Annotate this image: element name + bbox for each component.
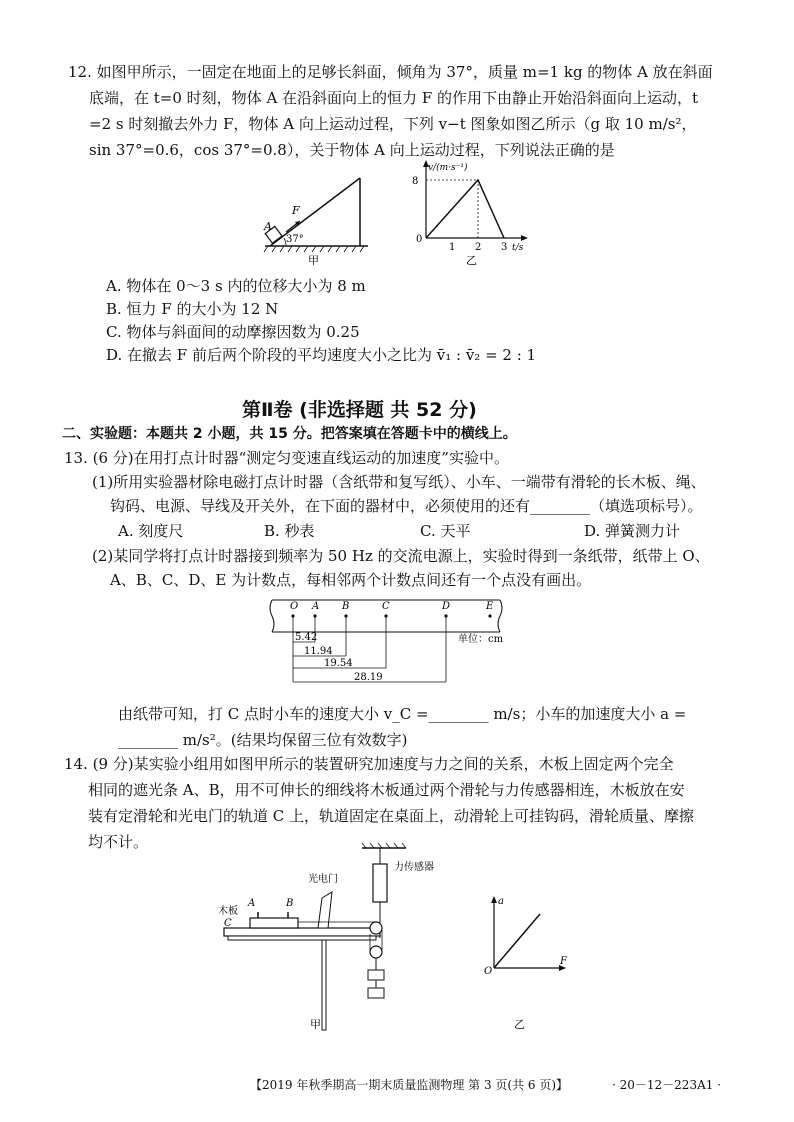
track-c	[224, 928, 380, 936]
incline-slope	[270, 178, 360, 246]
tape-label-b: B	[342, 601, 350, 612]
q13-choice-c: C. 天平	[420, 522, 471, 540]
vt-ytick: 8	[412, 176, 419, 187]
q12-line-3: =2 s 时刻撤去外力 F，物体 A 向上运动过程，下列 v−t 图象如图乙所示（g 取 10 m/s²，	[89, 115, 697, 133]
wooden-board	[250, 918, 298, 928]
q12-line-1: 12. 如图甲所示，一固定在地面上的足够长斜面，倾角为 37°，质量 m=1 kg 的物体 A 放在斜面	[68, 63, 713, 81]
hook-weight-1	[368, 970, 384, 980]
q13-answer-line-1: 由纸带可知，打 C 点时小车的速度大小 v_C =________ m/s；小车的加速度大小 a =	[118, 705, 687, 723]
photogate	[318, 892, 332, 928]
incline-figure	[250, 168, 380, 268]
strip-a-label: A	[248, 898, 256, 909]
q13-p2-line-1: (2)某同学将打点计时器接到频率为 50 Hz 的交流电源上，实验时得到一条纸带，纸带上 O、	[92, 547, 710, 565]
tape-dist-ob: 11.94	[304, 646, 333, 657]
angle-label: 37°	[286, 234, 304, 245]
movable-pulley	[370, 946, 382, 958]
q14-line-4: 均不计。	[88, 833, 149, 851]
fig14-jia-caption: 甲	[310, 1018, 321, 1031]
board-label: 木板	[218, 906, 238, 917]
fig-yi-caption: 乙	[466, 254, 477, 267]
tape-label-a: A	[312, 601, 320, 612]
vt-xlabel: t/s	[512, 243, 524, 253]
q14-line-1: 14. (9 分)某实验小组用如图甲所示的装置研究加速度与力之间的关系，木板上固定两个完全	[64, 755, 674, 773]
tape-label-c: C	[382, 601, 390, 612]
q13-p1-line-1: (1)所用实验器材除电磁打点计时器（含纸带和复写纸）、小车、一端带有滑轮的长木板、绳、	[92, 473, 706, 491]
fig-jia-caption: 甲	[308, 254, 319, 267]
af-origin: O	[484, 966, 493, 977]
tape-dist-oa: 5.42	[295, 632, 318, 643]
q14-line-3: 装有定滑轮和光电门的轨道 C 上，轨道固定在桌面上，动滑轮上可挂钩码，滑轮质量、摩擦	[88, 807, 695, 825]
tape-label-e: E	[486, 601, 494, 612]
af-graph	[478, 892, 578, 1032]
vt-xtick-3: 3	[501, 242, 508, 253]
apparatus-figure	[210, 842, 434, 1032]
strip-b-label: B	[286, 898, 294, 909]
section-heading: 二、实验题：本题共 2 小题，共 15 分。把答案填在答题卡中的横线上。	[62, 426, 517, 442]
tape-label-o: O	[290, 601, 299, 612]
q12-line-2: 底端，在 t=0 时刻，物体 A 在沿斜面向上的恒力 F 的作用下由静止开始沿斜面向上运动，t	[89, 89, 699, 107]
tape-dist-od: 28.19	[354, 672, 383, 683]
q13-choice-b: B. 秒表	[264, 522, 315, 540]
af-ylabel: a	[498, 896, 504, 907]
q13-intro: 13. (6 分)在用打点计时器“测定匀变速直线运动的加速度”实验中。	[64, 449, 509, 467]
label-a: A	[264, 220, 272, 233]
q13-choice-a: A. 刻度尺	[118, 522, 184, 540]
footer-center: 【2019 年秋季期高一期末质量监测物理 第 3 页(共 6 页)】	[250, 1078, 569, 1092]
q14-line-2: 相同的遮光条 A、B，用不可伸长的细线将木板通过两个滑轮与力传感器相连，木板放在安	[88, 781, 685, 799]
footer-right: · 20－12－223A1 ·	[612, 1078, 722, 1092]
tape-dist-oc: 19.54	[324, 658, 353, 669]
q13-p1-line-2: 钩码、电源、导线及开关外，在下面的器材中，必须使用的还有________（填选项标号）。	[110, 497, 703, 515]
tape-label-d: D	[442, 601, 451, 612]
vt-ylabel: v/(m·s⁻¹)	[428, 163, 468, 173]
force-sensor	[373, 864, 387, 902]
hook-weight-2	[368, 988, 384, 998]
tape-unit: 单位：cm	[458, 634, 504, 645]
q13-answer-line-2: ________ m/s²。(结果均保留三位有效数字)	[118, 731, 408, 749]
vt-graph	[408, 158, 538, 268]
q13-p2-line-2: A、B、C、D、E 为计数点，每相邻两个计数点间还有一个点没有画出。	[110, 571, 592, 589]
photogate-label: 光电门	[308, 874, 338, 885]
fixed-pulley	[370, 922, 382, 934]
table-leg	[322, 940, 326, 1030]
q12-option-d: D. 在撤去 F 前后两个阶段的平均速度大小之比为 v̄₁ : v̄₂ = 2 : 1	[106, 346, 537, 364]
af-xlabel: F	[560, 956, 567, 967]
af-line	[494, 914, 540, 968]
label-f: F	[292, 204, 300, 217]
q12-option-b: B. 恒力 F 的大小为 12 N	[106, 300, 279, 318]
q13-choice-d: D. 弹簧测力计	[584, 522, 681, 540]
vt-curve	[426, 180, 504, 238]
q12-option-a: A. 物体在 0～3 s 内的位移大小为 8 m	[106, 277, 366, 295]
paper-tape-figure	[268, 594, 516, 692]
vt-xtick-1: 1	[449, 242, 456, 253]
q12-line-4: sin 37°=0.6，cos 37°=0.8），关于物体 A 向上运动过程，下列说法正确的是	[89, 141, 615, 159]
track-c-label: C	[224, 918, 232, 929]
tape-dot-e	[488, 614, 491, 617]
vt-origin: 0	[416, 234, 423, 245]
q12-option-c: C. 物体与斜面间的动摩擦因数为 0.25	[106, 323, 360, 341]
section-title: 第Ⅱ卷 (非选择题 共 52 分)	[242, 399, 477, 421]
fig14-yi-caption: 乙	[514, 1018, 525, 1031]
vt-xtick-2: 2	[475, 242, 482, 253]
sensor-label: 力传感器	[394, 862, 434, 873]
